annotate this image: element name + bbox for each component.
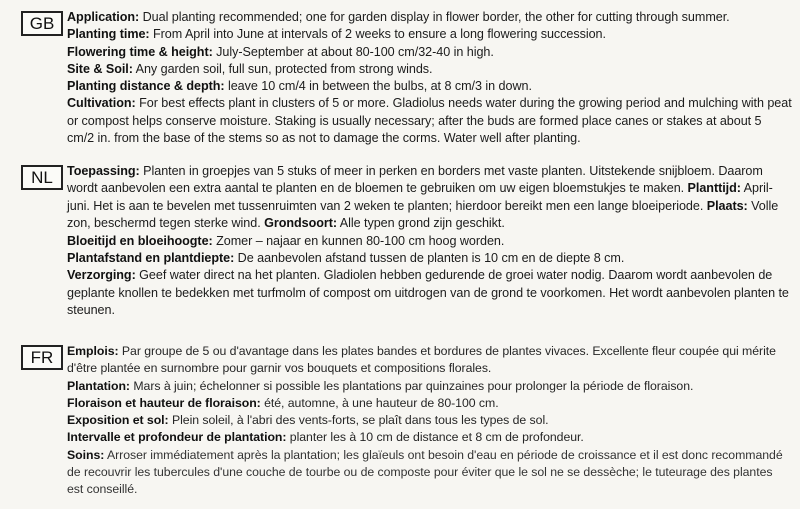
fr-exposition-text: Plein soleil, à l'abri des vents-forts, se plaît dans tous les types de sol. <box>168 413 549 428</box>
fr-soins <box>67 447 792 499</box>
fr-emplois-label: Emplois: <box>67 344 119 358</box>
gb-planting-time <box>67 26 792 43</box>
instructions-nl <box>67 163 792 320</box>
fr-floraison-text: été, automne, à une hauteur de 80-100 cm. <box>260 395 499 410</box>
fr-emplois <box>67 343 792 378</box>
gb-site-label: Site & Soil: <box>67 61 133 76</box>
fr-floraison <box>67 395 792 412</box>
language-code-fr: FR <box>21 345 63 370</box>
language-code-nl: NL <box>21 165 63 190</box>
fr-exposition <box>67 412 792 429</box>
fr-floraison-label: Floraison et hauteur de floraison: <box>67 395 261 410</box>
gb-application-text: Dual planting recommended; one for garden display in flower border, the other for cutting through summer. <box>139 10 730 24</box>
nl-grondsoort-label: Grondsoort: <box>264 216 338 231</box>
fr-plantation-label: Plantation: <box>67 378 130 393</box>
fr-intervalle <box>67 429 792 446</box>
nl-verzorging <box>67 267 792 319</box>
fr-intervalle-text: planter les à 10 cm de distance et 8 cm de profondeur. <box>286 430 584 445</box>
language-code-gb: GB <box>21 11 63 36</box>
nl-planttijd-label: Planttijd: <box>687 181 741 196</box>
fr-plantation-text: Mars à juin; échelonner si possible les plantations par quinzaines pour prolonger la période de floraison. <box>129 378 694 393</box>
nl-verzorging-text: Geef water direct na het planten. Gladiolen hebben gedurende de groei water nodig. Daarom wordt aanbevolen de geplante knollen te bedekken met turfmolm of compost om uitdrogen van de grond te voorkomen. Het wordt aanbevolen planten te steunen. <box>67 268 789 318</box>
nl-toepassing-label: Toepassing: <box>67 164 140 178</box>
nl-plaats-text: Volle zon, beschermd tegen sterke wind. <box>67 198 779 231</box>
gb-distance-text: leave 10 cm/4 in between the bulbs, at 8 cm/3 in down. <box>224 79 532 94</box>
gb-distance <box>67 78 792 95</box>
nl-plantafstand-text: De aanbevolen afstand tussen de planten is 10 cm en de diepte 8 cm. <box>234 251 625 266</box>
gb-application-label: Application: <box>67 10 140 24</box>
nl-plantafstand <box>67 250 792 267</box>
nl-verzorging-label: Verzorging: <box>67 268 136 283</box>
gb-flowering <box>67 44 792 61</box>
nl-bloeitijd <box>67 233 792 250</box>
nl-plantafstand-label: Plantafstand en plantdiepte: <box>67 251 235 266</box>
instructions-gb <box>67 9 792 147</box>
fr-exposition-label: Exposition et sol: <box>67 413 169 428</box>
fr-soins-text: Arroser immédiatement après la plantation; les glaïeuls ont besoin d'eau en période de croissance et il est donc recommandé de recouvrir les tubercules d'une couche de tourbe ou de composte pour éviter que le sol ne se dessèche; le tuteurage des plantes est conseillé. <box>67 447 783 497</box>
gb-cultivation <box>67 95 792 147</box>
nl-plaats-label: Plaats: <box>706 198 748 213</box>
fr-soins-label: Soins: <box>67 447 105 462</box>
fr-intervalle-label: Intervalle et profondeur de plantation: <box>67 430 287 445</box>
instructions-fr <box>67 343 792 499</box>
gb-site-text: Any garden soil, full sun, protected from strong winds. <box>132 61 433 76</box>
fr-emplois-text: Par groupe de 5 ou d'avantage dans les plates bandes et bordures de plantes vivaces. Excellente fleur coupée qui mérite d'être plantée en surnombre pour garnir vos bouquets et compositions florales. <box>67 344 776 376</box>
gb-application <box>67 9 792 26</box>
nl-planttijd-text: April-juni. Het is aan te bevelen met tussenruimten van 2 weken te planten; hierdoor bereikt men een lange bloeiperiode. <box>67 181 773 213</box>
nl-bloeitijd-text: Zomer – najaar en kunnen 80-100 cm hoog worden. <box>212 233 505 248</box>
gb-planting-time-text: From April into June at intervals of 2 weeks to ensure a long flowering succession. <box>149 27 606 42</box>
fr-plantation <box>67 378 792 395</box>
gb-planting-time-label: Planting time: <box>67 27 150 42</box>
gb-distance-label: Planting distance & depth: <box>67 79 225 94</box>
gb-cultivation-text: For best effects plant in clusters of 5 or more. Gladiolus needs water during the growing period and mulching with peat or compost helps conserve moisture. Staking is usually necessary; after the buds are formed place canes or stakes at about 5 cm/2 in. from the base of the stems so as not to damage the corms. Water well after planting. <box>67 96 792 146</box>
gb-flowering-label: Flowering time & height: <box>67 44 213 59</box>
gb-flowering-text: July-September at about 80-100 cm/32-40 in high. <box>212 44 494 59</box>
gb-cultivation-label: Cultivation: <box>67 96 136 111</box>
nl-grondsoort-text: Alle typen grond zijn geschikt. <box>337 216 505 231</box>
gb-site <box>67 61 792 78</box>
nl-bloeitijd-label: Bloeitijd en bloeihoogte: <box>67 233 213 248</box>
nl-toepassing-text: Planten in groepjes van 5 stuks of meer in perken en borders met vaste planten. Uitstekende snijbloem. Daarom wordt aanbevolen een extra aantal te planten en de bloemen te gebruiken om uw eigen bloemstukjes te maken. <box>67 164 763 196</box>
nl-toepassing <box>67 163 792 233</box>
